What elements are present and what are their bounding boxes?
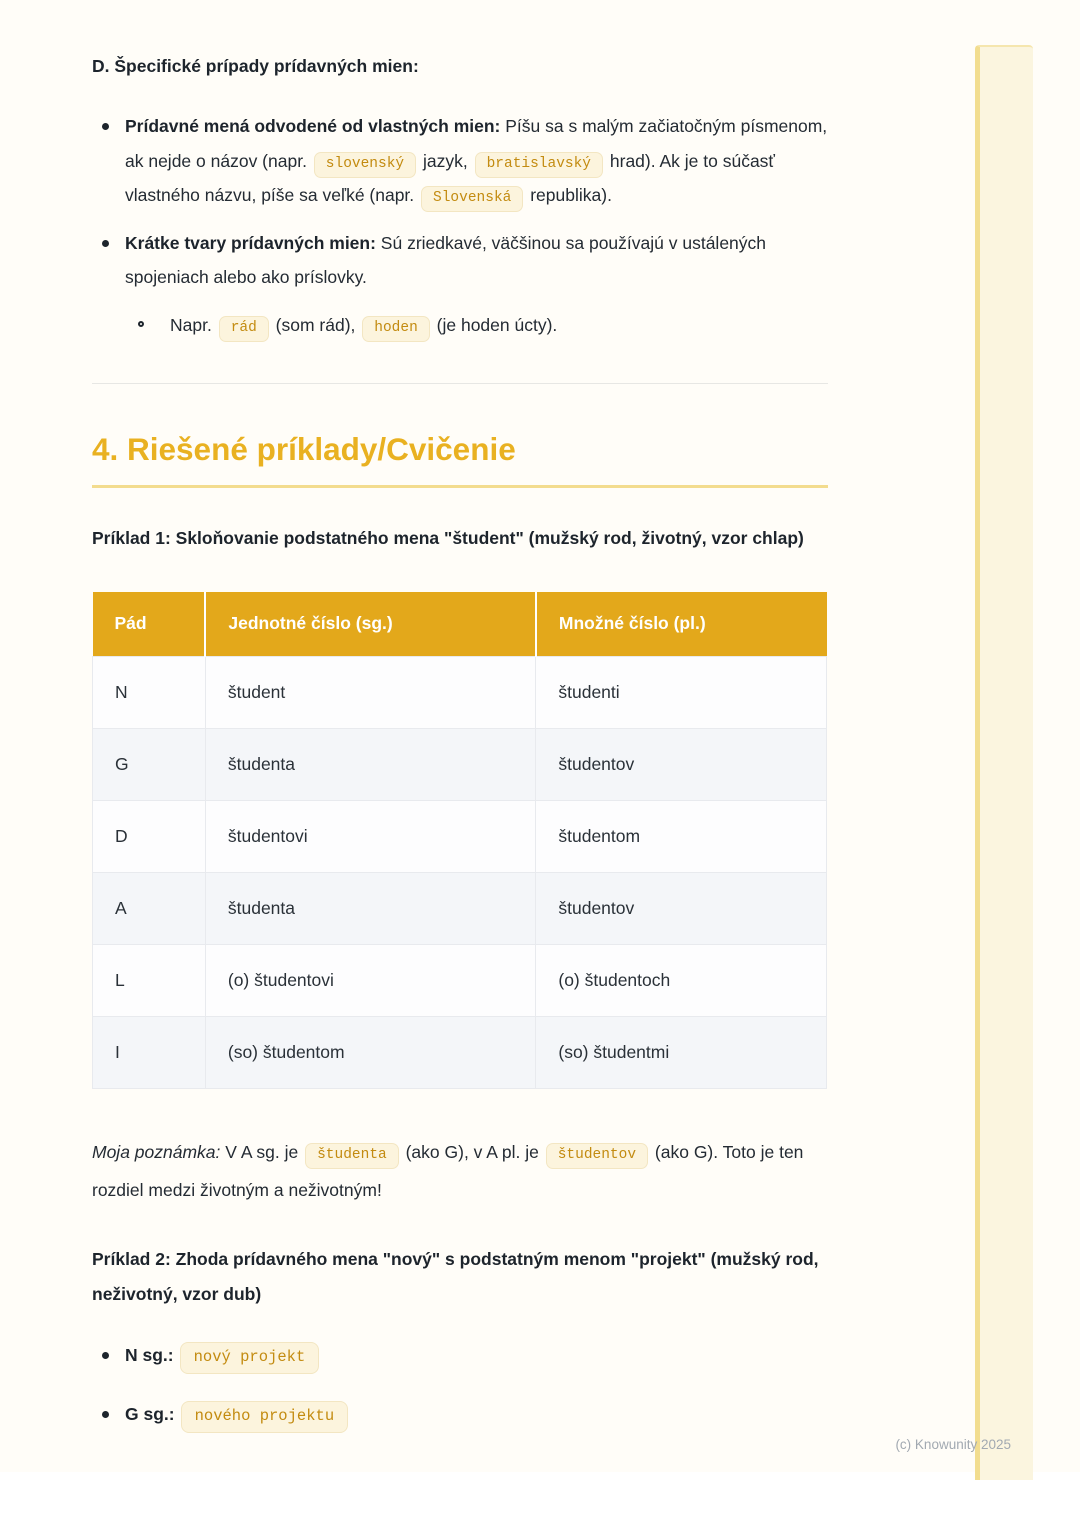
table-cell: (o) študentovi [205, 945, 536, 1017]
table-cell: študentovi [205, 801, 536, 873]
sub-list-item [92, 308, 828, 343]
list-item [92, 226, 828, 295]
document-content [92, 56, 828, 1456]
table-cell: študenta [205, 873, 536, 945]
bullet-text-run: Napr. [170, 314, 217, 335]
sub-bullet-marker [92, 308, 170, 343]
priklad-2-title: Príklad 2: Zhoda prídavného mena "nový" s podstatným menom "projekt" (mužský rod, neživotný, vzor dub) [92, 1249, 819, 1305]
table-header-pad: Pád [93, 592, 206, 657]
table-row [93, 945, 827, 1017]
code-chip: rád [219, 316, 269, 342]
table-row [93, 657, 827, 729]
table-header-row [93, 592, 827, 657]
note-text-run: V A sg. je [220, 1142, 304, 1163]
table-cell: (o) študentoch [536, 945, 827, 1017]
bullet-text [125, 226, 828, 295]
priklad-1-title: Príklad 1: Skloňovanie podstatného mena "študent" (mužský rod, životný, vzor chlap) [92, 527, 804, 548]
section-4-title: 4. Riešené príklady/Cvičenie [92, 431, 828, 488]
bullet-marker [92, 226, 125, 295]
table-cell: študentov [536, 873, 827, 945]
section-divider [92, 383, 828, 384]
bullet-dot-icon [102, 240, 109, 247]
table-cell: (so) študentom [205, 1017, 536, 1089]
bullet-dot-icon [102, 1411, 109, 1418]
list-item [92, 1397, 828, 1433]
bullet-text [125, 1338, 321, 1374]
list-item [92, 109, 828, 213]
code-chip: slovenský [314, 152, 416, 178]
table-header-plural: Množné číslo (pl.) [536, 592, 827, 657]
declension-table [92, 592, 827, 1090]
code-chip: nového projektu [181, 1401, 349, 1433]
bullet-text-run: jazyk, [418, 150, 473, 171]
code-chip: študenta [305, 1143, 399, 1169]
table-row [93, 1017, 827, 1089]
bullet-text [125, 109, 828, 213]
bullet-bold-lead: Prídavné mená odvodené od vlastných mien: [125, 116, 501, 136]
code-chip: študentov [546, 1143, 648, 1169]
table-cell: I [93, 1017, 206, 1089]
bullet-text [125, 1397, 350, 1433]
note-italic-lead: Moja poznámka: [92, 1142, 221, 1163]
copyright-watermark: (c) Knowunity 2025 [895, 1437, 1011, 1452]
code-chip: nový projekt [180, 1342, 320, 1374]
bullet-marker [92, 109, 125, 213]
bullet-circle-icon [138, 321, 144, 327]
section-d-bullet-list [92, 109, 828, 343]
code-chip: Slovenská [421, 186, 523, 212]
table-cell: študenti [536, 657, 827, 729]
table-cell: študenta [205, 729, 536, 801]
section-d-heading: D. Špecifické prípady prídavných mien: [92, 56, 419, 76]
table-cell: študent [205, 657, 536, 729]
code-chip: hoden [362, 316, 430, 342]
bullet-dot-icon [102, 1352, 109, 1359]
table-cell: L [93, 945, 206, 1017]
bullet-text-run: Píšu sa s malým začiatočným písmenom, ak nejde o názov (napr. [125, 116, 828, 171]
bullet-marker [92, 1338, 125, 1374]
personal-note [92, 1133, 828, 1209]
table-header-singular: Jednotné číslo (sg.) [205, 592, 536, 657]
table-cell: D [93, 801, 206, 873]
table-row [93, 873, 827, 945]
decorative-side-strip [975, 45, 1033, 1480]
case-label: N sg.: [125, 1345, 174, 1366]
bullet-text-run: (som rád), [270, 314, 361, 335]
table-cell: N [93, 657, 206, 729]
priklad-2-bullet-list [92, 1338, 828, 1433]
note-text-run: (ako G). Toto je ten rozdiel medzi životným a neživotným! [92, 1142, 804, 1201]
table-cell: (so) študentmi [536, 1017, 827, 1089]
table-row [93, 729, 827, 801]
table-cell: študentom [536, 801, 827, 873]
bullet-text-run: hrad). Ak je to súčasť vlastného názvu, píše sa veľké (napr. [125, 150, 775, 206]
bullet-bold-lead: Krátke tvary prídavných mien: [125, 232, 376, 253]
table-cell: G [93, 729, 206, 801]
case-label: G sg.: [125, 1404, 175, 1425]
table-cell: študentov [536, 729, 827, 801]
table-cell: A [93, 873, 206, 945]
bullet-text-run: Sú zriedkavé, väčšinou sa používajú v ustálených spojeniach alebo ako príslovky. [125, 232, 767, 288]
sub-bullet-text [170, 308, 557, 343]
bullet-dot-icon [102, 123, 109, 130]
bullet-marker [92, 1397, 125, 1433]
bullet-text-run: republika). [525, 185, 612, 206]
code-chip: bratislavský [475, 152, 603, 178]
table-row [93, 801, 827, 873]
list-item [92, 1338, 828, 1374]
note-text-run: (ako G), v A pl. je [400, 1142, 544, 1163]
bullet-text-run: (je hoden úcty). [431, 314, 558, 335]
